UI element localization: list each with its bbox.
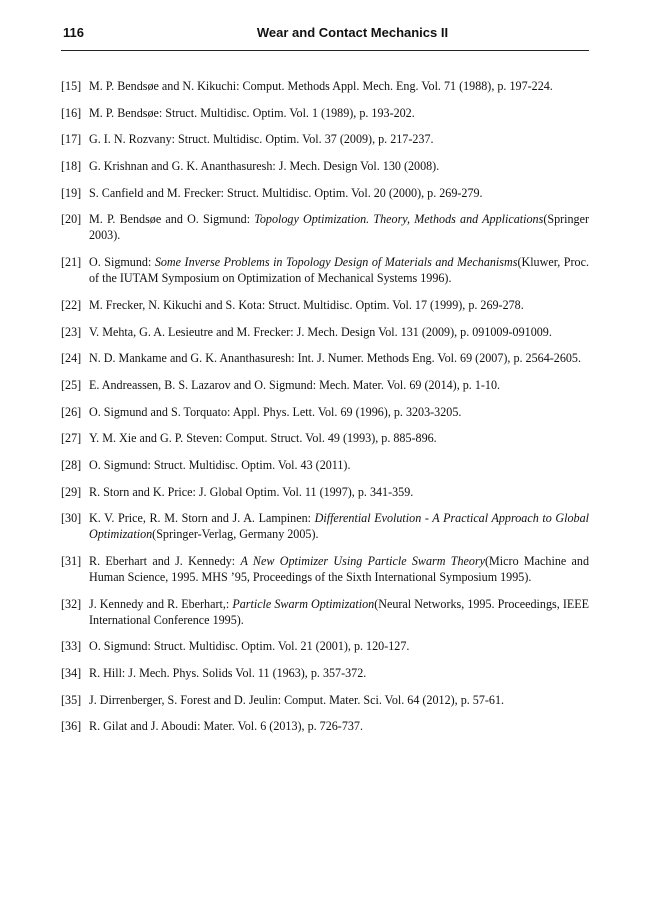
reference-number: [24]	[61, 351, 82, 366]
reference-number: [36]	[61, 719, 82, 734]
reference-title: Differential Evolution - A Practical Approach to Global Optimization	[89, 511, 589, 542]
reference-text: Y. M. Xie and G. P. Steven: Comput. Struct. Vol. 49 (1993), p. 885-896.	[89, 431, 437, 446]
reference-text: M. P. Bendsøe and O. Sigmund:	[89, 212, 255, 227]
reference-text: O. Sigmund and S. Torquato: Appl. Phys. Lett. Vol. 69 (1996), p. 3203-3205.	[89, 404, 462, 419]
reference-number: [23]	[61, 324, 82, 339]
reference-number: [35]	[61, 692, 82, 707]
reference-entry	[61, 185, 589, 201]
reference-number: [17]	[61, 132, 82, 147]
reference-entry	[61, 665, 589, 681]
reference-entry	[61, 430, 589, 446]
reference-number: [30]	[61, 511, 82, 526]
reference-publisher: (Neural Networks, 1995. Proceedings, IEEE International Conference 1995).	[89, 596, 590, 627]
reference-number: [18]	[61, 159, 82, 174]
reference-number: [21]	[61, 255, 82, 270]
running-title: Wear and Contact Mechanics II	[256, 25, 449, 40]
reference-number: [33]	[61, 639, 82, 654]
reference-entry	[61, 254, 589, 286]
reference-title: Some Inverse Problems in Topology Design of Materials and Mechanisms	[154, 255, 518, 270]
reference-entry	[61, 211, 589, 243]
reference-entry	[61, 131, 589, 147]
reference-text: M. P. Bendsøe: Struct. Multidisc. Optim. Vol. 1 (1989), p. 193-202.	[89, 105, 415, 120]
reference-title: Topology Optimization. Theory, Methods and Applications	[254, 212, 544, 227]
reference-entry	[61, 350, 589, 366]
reference-text: M. P. Bendsøe and N. Kikuchi: Comput. Methods Appl. Mech. Eng. Vol. 71 (1988), p. 197-224.	[89, 79, 553, 93]
reference-entry	[61, 596, 589, 628]
header-rule	[61, 50, 589, 51]
reference-entry	[61, 718, 589, 734]
reference-entry	[61, 638, 589, 654]
reference-title: Particle Swarm Optimization	[232, 596, 375, 611]
reference-publisher: (Springer-Verlag, Germany 2005).	[152, 527, 319, 542]
reference-entry	[61, 457, 589, 473]
reference-entry	[61, 404, 589, 420]
reference-text: J. Kennedy and R. Eberhart,:	[89, 596, 233, 611]
reference-text: O. Sigmund: Struct. Multidisc. Optim. Vol. 43 (2011).	[89, 457, 351, 472]
reference-entry	[61, 692, 589, 708]
reference-text: E. Andreassen, B. S. Lazarov and O. Sigmund: Mech. Mater. Vol. 69 (2014), p. 1-10.	[89, 377, 501, 392]
page-number: 116	[63, 25, 84, 40]
reference-number: [32]	[61, 596, 82, 611]
reference-entry	[61, 510, 589, 542]
reference-text: R. Eberhart and J. Kennedy:	[89, 554, 241, 568]
reference-text: G. Krishnan and G. K. Ananthasuresh: J. Mech. Design Vol. 130 (2008).	[89, 159, 440, 174]
reference-entry	[61, 484, 589, 500]
reference-text: S. Canfield and M. Frecker: Struct. Multidisc. Optim. Vol. 20 (2000), p. 269-279.	[89, 185, 483, 200]
running-header	[61, 22, 589, 44]
reference-publisher: (Kluwer, Proc. of the IUTAM Symposium on Optimization of Mechanical Systems 1996).	[89, 255, 589, 286]
reference-number: [20]	[61, 212, 82, 227]
reference-number: [29]	[61, 484, 82, 499]
reference-text: M. Frecker, N. Kikuchi and S. Kota: Struct. Multidisc. Optim. Vol. 17 (1999), p. 269-278.	[89, 297, 524, 312]
reference-text: K. V. Price, R. M. Storn and J. A. Lampinen:	[89, 511, 315, 526]
reference-entry	[61, 553, 589, 585]
reference-entry	[61, 158, 589, 174]
reference-text: V. Mehta, G. A. Lesieutre and M. Frecker: J. Mech. Design Vol. 131 (2009), p. 091009-091009.	[89, 324, 552, 339]
reference-number: [26]	[61, 404, 82, 419]
reference-entry	[61, 78, 589, 94]
reference-text: R. Hill: J. Mech. Phys. Solids Vol. 11 (1963), p. 357-372.	[89, 666, 367, 681]
reference-number: [28]	[61, 457, 82, 472]
reference-entry	[61, 297, 589, 313]
reference-number: [16]	[61, 105, 82, 120]
reference-text: G. I. N. Rozvany: Struct. Multidisc. Optim. Vol. 37 (2009), p. 217-237.	[89, 132, 434, 147]
reference-number: [31]	[61, 554, 82, 568]
reference-number: [19]	[61, 185, 82, 200]
reference-number: [34]	[61, 666, 82, 681]
reference-text: J. Dirrenberger, S. Forest and D. Jeulin: Comput. Mater. Sci. Vol. 64 (2012), p. 57-61.	[89, 692, 505, 707]
reference-text: R. Gilat and J. Aboudi: Mater. Vol. 6 (2013), p. 726-737.	[89, 719, 364, 734]
reference-number: [27]	[61, 431, 82, 446]
reference-text: N. D. Mankame and G. K. Ananthasuresh: Int. J. Numer. Methods Eng. Vol. 69 (2007), p. 2564-2605.	[89, 351, 581, 366]
reference-publisher: (Micro Machine and Human Science, 1995. MHS ’95, Proceedings of the Sixth International Symposium 1995).	[89, 554, 589, 584]
reference-publisher: (Springer 2003).	[89, 212, 589, 243]
reference-text: R. Storn and K. Price: J. Global Optim. Vol. 11 (1997), p. 341-359.	[89, 484, 414, 499]
reference-entry	[61, 377, 589, 393]
reference-number: [15]	[61, 79, 82, 93]
reference-entry	[61, 105, 589, 121]
reference-list	[61, 78, 589, 745]
reference-entry	[61, 324, 589, 340]
reference-number: [22]	[61, 297, 82, 312]
reference-text: O. Sigmund:	[89, 255, 155, 270]
reference-text: O. Sigmund: Struct. Multidisc. Optim. Vol. 21 (2001), p. 120-127.	[89, 639, 410, 654]
reference-number: [25]	[61, 377, 82, 392]
reference-title: A New Optimizer Using Particle Swarm Theory	[240, 554, 486, 568]
